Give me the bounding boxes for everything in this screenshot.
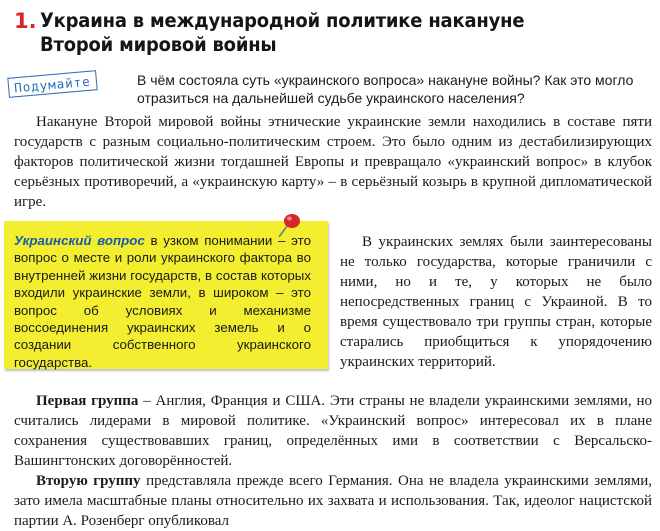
definition-body: в узком понимании – это вопрос о месте и роли украинского фактора во внутренней жизни государств, в состав которых входили украинские земли, в широком – это вопрос об условиях и механизме воссоединения украинских земель и о создании собственного украинского государства. (14, 233, 311, 370)
section-title: Украина в международной политике накануне Второй мировой войны (40, 9, 525, 56)
group-1-text: – Англия, Франция и США. Эти страны не владели украинскими землями, но считались лидерами в мировой политике. «Украинский вопрос» интересовал их в плане сохранения существовавших границ, определённых ими в соответствии с Версальско-Вашингтонских договорённостей. (14, 393, 652, 469)
group-2-text: представляла прежде всего Германия. Она не владела украинскими землями, зато имела масштабные планы относительно их захвата и использования. Так, идеолог нацистской партии А. Розенберг опубликовал (14, 473, 652, 529)
think-stamp: Подумайте (7, 70, 97, 98)
definition-text (14, 232, 311, 371)
group-1-label: Первая группа (36, 393, 139, 409)
think-question: В чём состояла суть «украинского вопроса» накануне войны? Как это могло отразиться на дальнейшей судьбе украинского населения? (137, 72, 634, 106)
paragraph-3 (14, 391, 652, 471)
paragraph-1: Накануне Второй мировой войны этнические украинские земли находились в составе пяти государств с разным социально-политическим строем. Это было одним из дестабилизирующих факторов политической жизни тогдашней Европы и превращало «украинский вопрос» в клубок серьёзных противоречий, а «украинскую карту» – в серьёзный козырь в крупной дипломатической игре. (14, 114, 652, 210)
paragraph-2: В украинских землях были заинтересованы не только государства, которые граничили с ними, но и те, у которых не было непосредственных границ с Украиной. В то время существовало три группы стран, которые старались приобщиться к упорядочению украинских территорий. (340, 234, 652, 370)
definition-term: Украинский вопрос (14, 233, 145, 248)
section-number: 1. (14, 9, 37, 33)
paragraph-4 (14, 471, 652, 531)
group-2-label: Вторую группу (36, 473, 141, 489)
